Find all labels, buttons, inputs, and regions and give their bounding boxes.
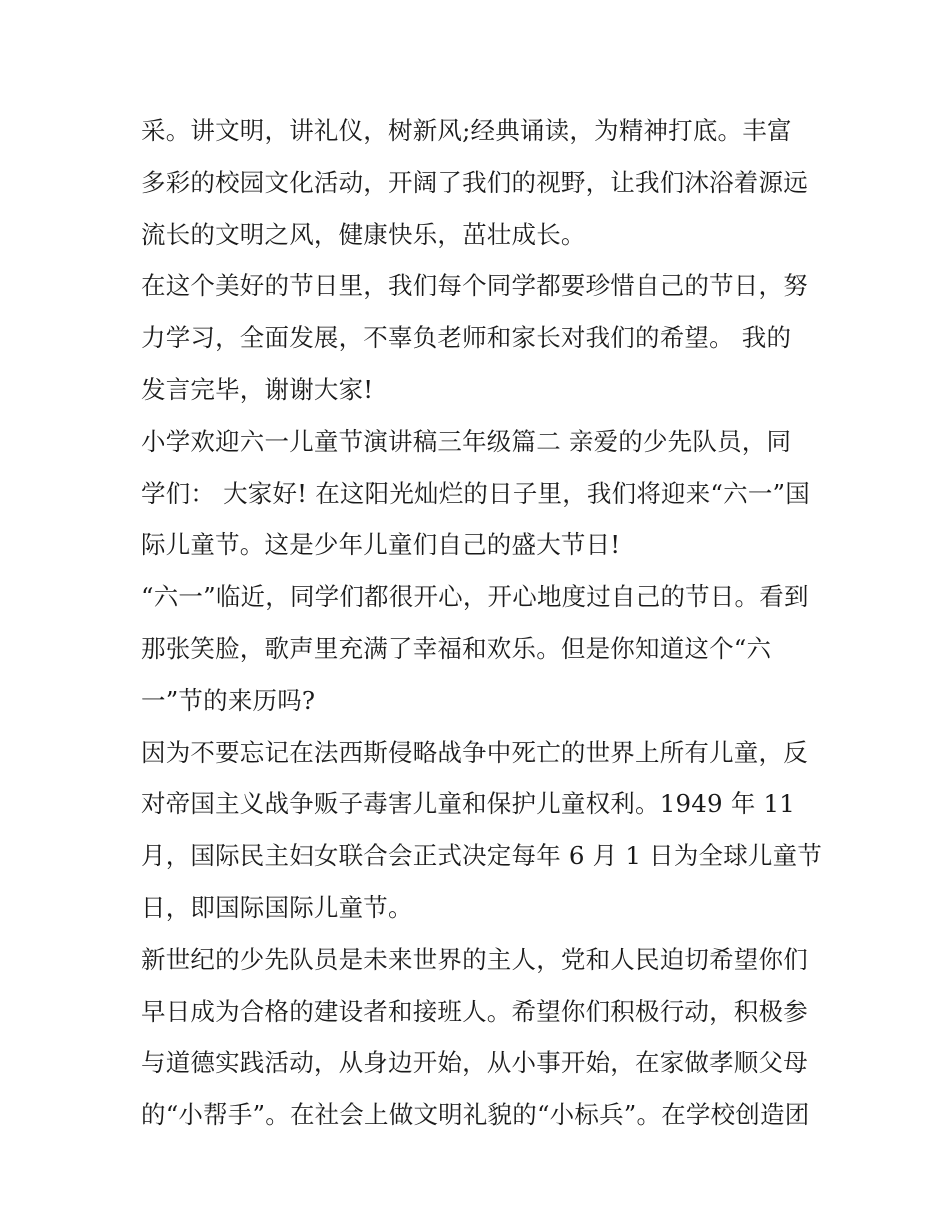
text-line: 小学欢迎六一儿童节演讲稿三年级篇二 亲爱的少先队员，同 [141,426,792,456]
text-line: 流长的文明之风，健康快乐，茁壮成长。 [141,219,586,249]
text-line: 与道德实践活动，从身边开始，从小事开始，在家做孝顺父母 [141,1048,808,1078]
text-line: 际儿童节。这是少年儿童们自己的盛大节日! [141,530,621,560]
text-line: 月，国际民主妇女联合会正式决定每年 6 月 1 日为全球儿童节 [141,841,823,871]
text-line: 的“小帮手”。在社会上做文明礼貌的“小标兵”。在学校创造团 [141,1100,810,1130]
text-line: 发言完毕，谢谢大家! [141,374,374,404]
document-body [141,105,821,1141]
text-line: 对帝国主义战争贩子毒害儿童和保护儿童权利。1949 年 11 [141,789,796,819]
text-line: 采。讲文明，讲礼仪，树新风;经典诵读，为精神打底。丰富 [141,116,792,145]
text-line: 一”节的来历吗? [141,685,316,715]
text-line: 因为不要忘记在法西斯侵略战争中死亡的世界上所有儿童，反 [141,737,808,767]
text-line: 力学习，全面发展，不辜负老师和家长对我们的希望。 我的 [141,323,792,353]
text-line: 早日成为合格的建设者和接班人。希望你们积极行动，积极参 [141,996,808,1026]
text-line: 多彩的校园文化活动，开阔了我们的视野，让我们沐浴着源远 [141,167,808,197]
text-line: 新世纪的少先队员是未来世界的主人，党和人民迫切希望你们 [141,944,808,974]
text-line: “六一”临近，同学们都很开心，开心地度过自己的节日。看到 [141,582,809,612]
text-line: 学们： 大家好! 在这阳光灿烂的日子里，我们将迎来“六一”国 [141,478,810,508]
text-line: 那张笑脸，歌声里充满了幸福和欢乐。但是你知道这个“六 [141,633,772,663]
text-line: 在这个美好的节日里，我们每个同学都要珍惜自己的节日，努 [141,271,808,301]
text-line: 日，即国际国际儿童节。 [141,892,413,922]
